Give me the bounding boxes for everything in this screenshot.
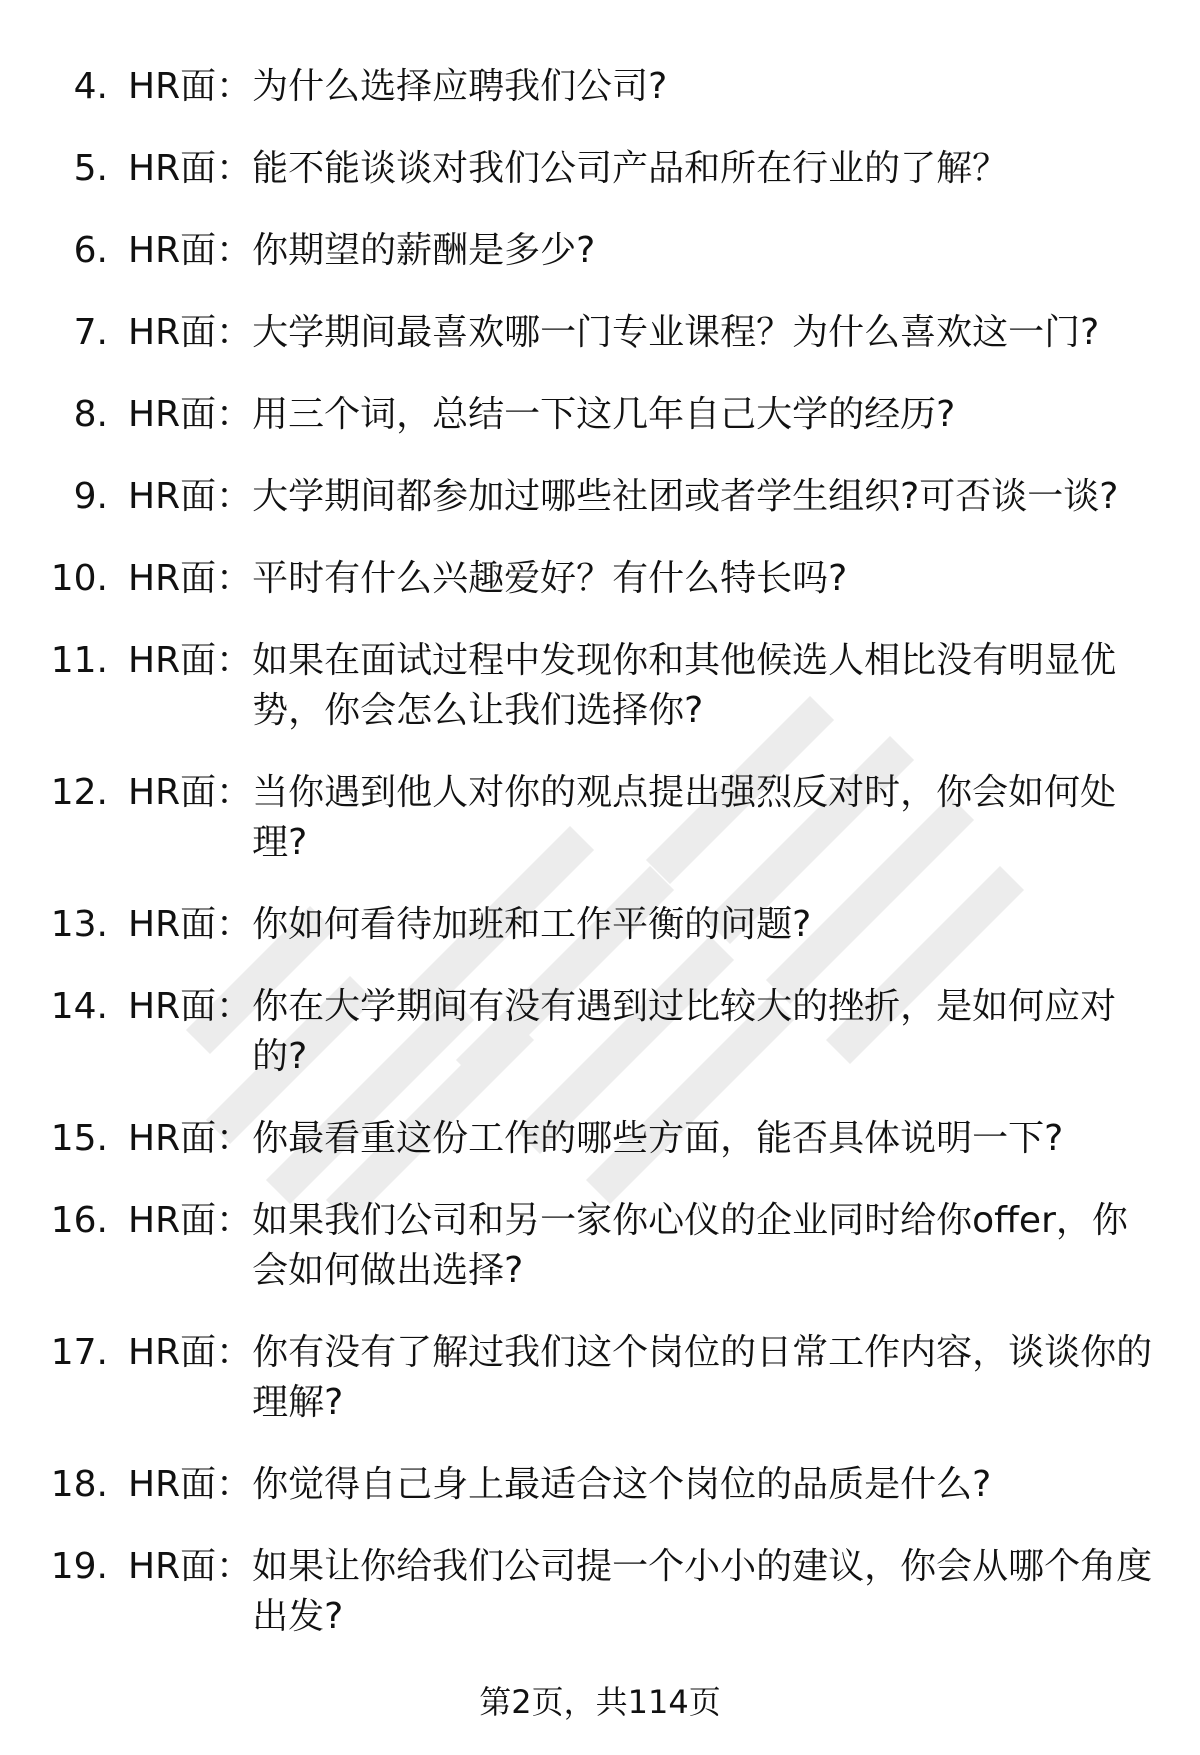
question-item [0,144,1200,194]
question-item [0,62,1200,112]
question-text: 为什么选择应聘我们公司? [252,66,668,107]
question-item [0,636,1200,736]
question-body [128,308,1158,358]
question-prefix: HR面： [128,1464,253,1505]
question-prefix: HR面： [128,476,253,517]
question-text: 你在大学期间有没有遇到过比较大的挫折，是如何应对的? [252,986,1117,1077]
question-body [128,1460,1158,1510]
question-prefix: HR面： [128,640,253,681]
question-number: 19. [50,1546,108,1587]
question-prefix: HR面： [128,904,253,945]
question-prefix: HR面： [128,66,253,107]
question-number: 5. [73,148,108,189]
question-body [128,1542,1158,1642]
question-text: 你觉得自己身上最适合这个岗位的品质是什么? [252,1464,992,1505]
question-number: 6. [73,230,108,271]
question-body [128,982,1158,1082]
question-body [128,390,1158,440]
question-prefix: HR面： [128,986,253,1027]
question-body [128,1328,1158,1428]
question-item [0,900,1200,950]
question-text: 你期望的薪酬是多少? [252,230,596,271]
question-number: 12. [50,772,108,813]
question-body [128,472,1158,522]
question-item [0,1114,1200,1164]
question-body [128,768,1158,868]
question-text: 平时有什么兴趣爱好？有什么特长吗? [252,558,848,599]
question-text: 你有没有了解过我们这个岗位的日常工作内容，谈谈你的理解? [252,1332,1153,1423]
question-number: 11. [50,640,108,681]
question-item [0,1460,1200,1510]
question-prefix: HR面： [128,1332,253,1373]
question-body [128,1114,1158,1164]
question-text: 大学期间最喜欢哪一门专业课程？为什么喜欢这一门? [252,312,1100,353]
question-item [0,390,1200,440]
question-text: 当你遇到他人对你的观点提出强烈反对时，你会如何处理? [252,772,1117,863]
question-item [0,768,1200,868]
question-number: 18. [50,1464,108,1505]
question-item [0,982,1200,1082]
question-list [0,62,1200,1674]
question-text: 你最看重这份工作的哪些方面，能否具体说明一下? [252,1118,1064,1159]
question-text: 如果我们公司和另一家你心仪的企业同时给你offer，你会如何做出选择? [252,1200,1128,1291]
question-body [128,62,1158,112]
question-prefix: HR面： [128,230,253,271]
question-prefix: HR面： [128,1200,253,1241]
question-body [128,144,1158,194]
question-number: 17. [50,1332,108,1373]
question-item [0,472,1200,522]
question-prefix: HR面： [128,1546,253,1587]
question-body [128,1196,1158,1296]
question-text: 你如何看待加班和工作平衡的问题? [252,904,812,945]
question-number: 14. [50,986,108,1027]
question-item [0,226,1200,276]
page-footer: 第2页，共114页 [479,1683,721,1721]
question-body [128,226,1158,276]
question-body [128,554,1158,604]
question-item [0,308,1200,358]
question-prefix: HR面： [128,148,253,189]
question-number: 13. [50,904,108,945]
question-item [0,1196,1200,1296]
question-item [0,1328,1200,1428]
question-item [0,554,1200,604]
question-text: 用三个词，总结一下这几年自己大学的经历? [252,394,956,435]
question-text: 如果让你给我们公司提一个小小的建议，你会从哪个角度出发? [252,1546,1153,1637]
question-number: 7. [73,312,108,353]
question-item [0,1542,1200,1642]
question-number: 16. [50,1200,108,1241]
question-body [128,636,1158,736]
question-body [128,900,1158,950]
question-prefix: HR面： [128,312,253,353]
question-prefix: HR面： [128,1118,253,1159]
question-text: 大学期间都参加过哪些社团或者学生组织?可否谈一谈? [252,476,1119,517]
question-prefix: HR面： [128,558,253,599]
question-text: 能不能谈谈对我们公司产品和所在行业的了解？ [252,148,1009,189]
question-number: 8. [73,394,108,435]
question-number: 10. [50,558,108,599]
question-prefix: HR面： [128,772,253,813]
question-number: 15. [50,1118,108,1159]
question-prefix: HR面： [128,394,253,435]
question-text: 如果在面试过程中发现你和其他候选人相比没有明显优势，你会怎么让我们选择你? [252,640,1117,731]
question-number: 9. [73,476,108,517]
question-number: 4. [73,66,108,107]
